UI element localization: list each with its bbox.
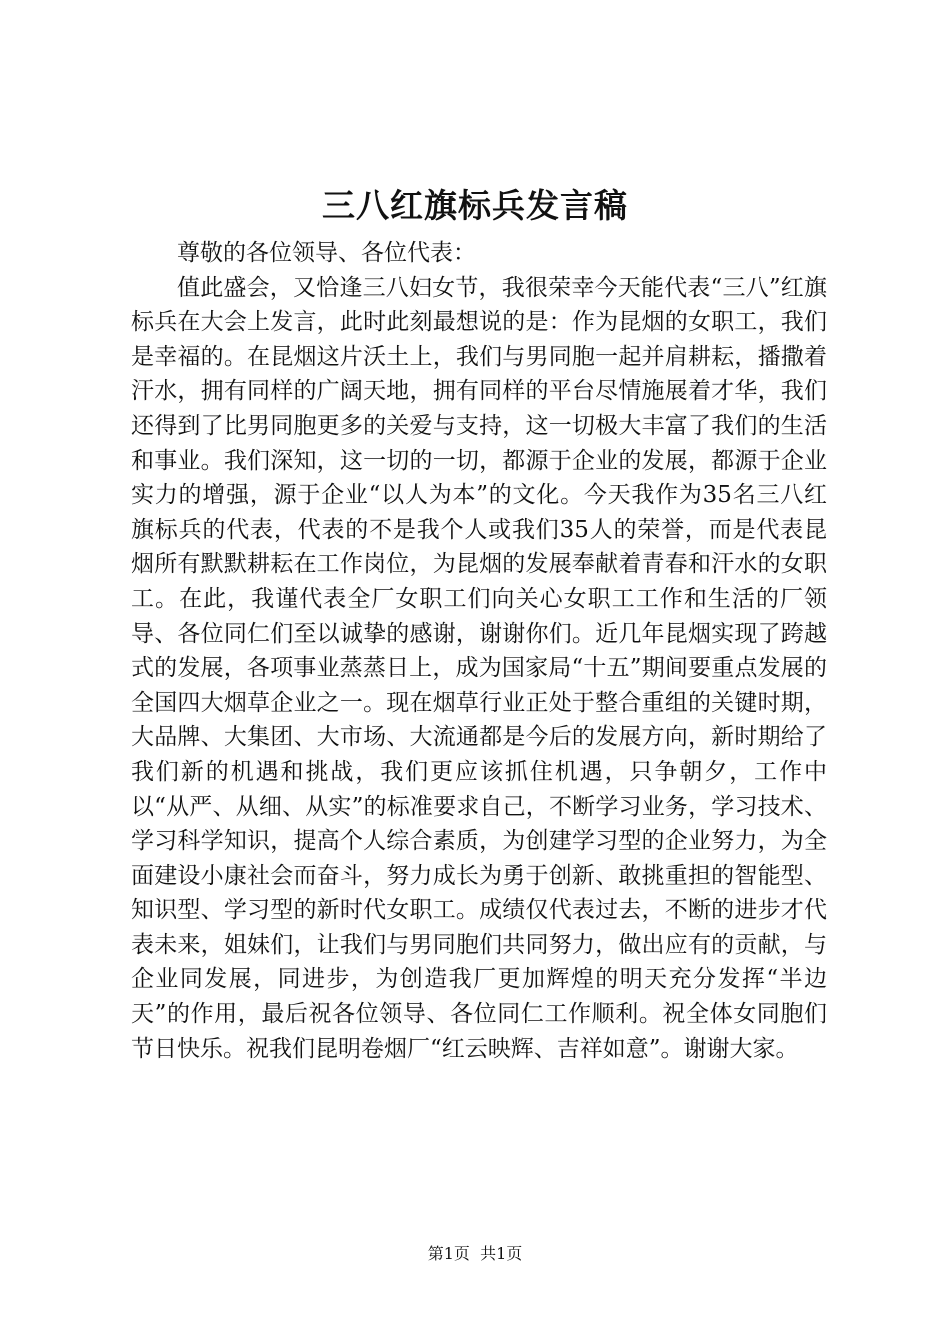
page-total: 共1页	[480, 1244, 523, 1263]
document-title: 三八红旗标兵发言稿	[322, 186, 628, 225]
page-footer	[0, 1244, 950, 1264]
body-paragraph: 值此盛会，又恰逢三八妇女节，我很荣幸今天能代表“三八”红旗标兵在大会上发言，此时此刻最想说的是：作为昆烟的女职工，我们是幸福的。在昆烟这片沃土上，我们与男同胞一起并肩耕耘，播撒着汗水，拥有同样的广阔天地，拥有同样的平台尽情施展着才华，我们还得到了比男同胞更多的关爱与支持，这一切极大丰富了我们的生活和事业。我们深知，这一切的一切，都源于企业的发展，都源于企业实力的增强，源于企业“以人为本”的文化。今天我作为35名三八红旗标兵的代表，代表的不是我个人或我们35人的荣誉，而是代表昆烟所有默默耕耘在工作岗位，为昆烟的发展奉献着青春和汗水的女职工。在此，我谨代表全厂女职工们向关心女职工工作和生活的厂领导、各位同仁们至以诚挚的感谢，谢谢你们。近几年昆烟实现了跨越式的发展，各项事业蒸蒸日上，成为国家局“十五”期间要重点发展的全国四大烟草企业之一。现在烟草行业正处于整合重组的关键时期，大品牌、大集团、大市场、大流通都是今后的发展方向，新时期给了我们新的机遇和挑战，我们更应该抓住机遇，只争朝夕，工作中以“从严、从细、从实”的标准要求自己，不断学习业务，学习技术、学习科学知识，提高个人综合素质，为创建学习型的企业努力，为全面建设小康社会而奋斗，努力成长为勇于创新、敢挑重担的智能型、知识型、学习型的新时代女职工。成绩仅代表过去，不断的进步才代表未来，姐妹们，让我们与男同胞们共同努力，做出应有的贡献，与企业同发展，同进步，为创造我厂更加辉煌的明天充分发挥“半边天”的作用，最后祝各位领导、各位同仁工作顺利。祝全体女同胞们节日快乐。祝我们昆明卷烟厂“红云映辉、吉祥如意”。谢谢大家。	[131, 274, 827, 1062]
page-number: 第1页	[427, 1244, 470, 1263]
document-body	[131, 236, 827, 1066]
salutation: 尊敬的各位领导、各位代表：	[177, 240, 476, 266]
